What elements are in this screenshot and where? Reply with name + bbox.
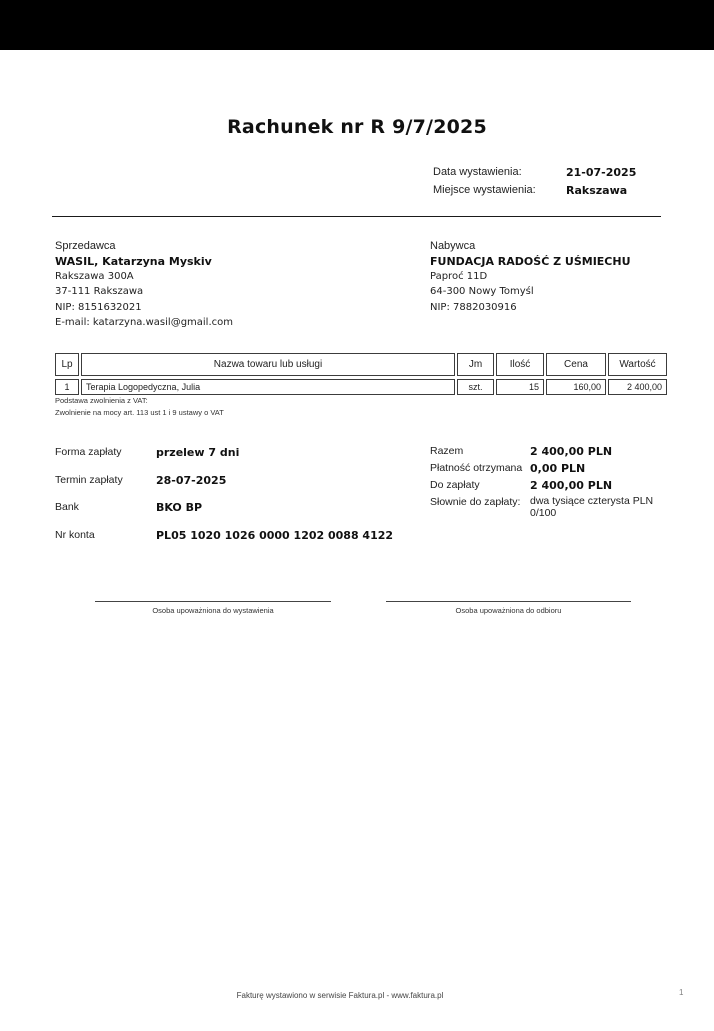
total-label: Razem [430,445,464,457]
in-words-row [430,496,685,519]
payment-form-row [55,446,393,459]
seller-nip: NIP: 8151632021 [55,301,142,313]
col-header-unit: Jm [457,353,494,376]
page-title: Rachunek nr R 9/7/2025 [227,116,487,138]
vat-exemption-note [55,395,224,418]
seller-address-line1: Rakszawa 300A [55,270,134,282]
seller-address-line2: 37-111 Rakszawa [55,286,144,298]
footer-service-note: Fakturę wystawiono w serwisie Faktura.pl - www.faktura.pl [236,991,444,1000]
col-header-value: Wartość [608,353,667,376]
due-row [430,479,685,492]
total-row [430,445,685,458]
col-header-name: Nazwa towaru lub usługi [81,353,455,376]
totals-summary [430,445,685,523]
payment-bank-value: BKO BP [156,501,203,514]
paid-label: Płatność otrzymana [430,462,523,474]
in-words-label: Słownie do zapłaty: [430,496,521,508]
items-table [53,350,669,398]
buyer-name: FUNDACJA RADOŚĆ Z UŚMIECHU [430,255,631,269]
header-divider [52,216,661,217]
buyer-block [430,240,700,317]
signature-receiver: Osoba upoważniona do odbioru [386,601,631,615]
items-table-header-row [55,353,667,376]
vat-note-line1: Podstawa zwolnienia z VAT: [55,396,148,405]
payment-term-value: 28-07-2025 [156,473,227,487]
payment-form-value: przelew 7 dni [156,446,240,459]
buyer-address-line1: Paproć 11D [430,270,488,282]
item-qty: 15 [496,379,544,395]
payment-bank-label: Bank [55,501,79,513]
issue-meta [433,166,636,201]
item-lp: 1 [55,379,79,395]
issue-place-row [433,184,636,202]
seller-block [55,240,375,332]
item-value: 2 400,00 [608,379,667,395]
issue-date-label: Data wystawienia: [433,166,522,178]
payment-account-label: Nr konta [55,528,95,541]
due-value: 2 400,00 PLN [530,479,613,492]
seller-name: WASIL, Katarzyna Myskiv [55,255,212,269]
item-price: 160,00 [546,379,606,395]
signature-issuer: Osoba upoważniona do wystawienia [95,601,331,615]
paid-row [430,462,685,475]
in-words-value [530,496,653,519]
in-words-line2: 0/100 [530,506,557,519]
seller-heading: Sprzedawca [55,240,116,252]
payment-details [55,446,393,556]
paid-value: 0,00 PLN [530,462,586,475]
payment-form-label: Forma zapłaty [55,446,122,458]
seller-email: E-mail: katarzyna.wasil@gmail.com [55,316,233,328]
buyer-heading: Nabywca [430,240,476,252]
vat-note-line2: Zwolnienie na mocy art. 113 ust 1 i 9 ustawy o VAT [55,407,224,417]
due-label: Do zapłaty [430,479,480,491]
in-words-line1: dwa tysiące czterysta PLN [530,495,654,507]
col-header-qty: Ilość [496,353,544,376]
item-unit: szt. [457,379,494,395]
issue-place-value: Rakszawa [566,183,628,197]
table-row [55,379,667,395]
payment-account-value: PL05 1020 1026 0000 1202 0088 4122 [156,528,394,542]
page-number: 1 [679,988,684,997]
issue-date-row [433,166,636,184]
issue-place-label: Miejsce wystawienia: [433,183,536,196]
buyer-address-line2: 64-300 Nowy Tomyśl [430,286,534,298]
top-black-bar [0,0,714,50]
total-value: 2 400,00 PLN [530,445,613,458]
payment-bank-row [55,501,393,514]
col-header-price: Cena [546,353,606,376]
issue-date-value: 21-07-2025 [566,166,637,179]
col-header-lp: Lp [55,353,79,376]
buyer-nip: NIP: 7882030916 [430,301,517,313]
payment-account-row [55,529,393,542]
item-name: Terapia Logopedyczna, Julia [81,379,455,395]
payment-term-label: Termin zapłaty [55,473,123,486]
payment-term-row [55,474,393,487]
